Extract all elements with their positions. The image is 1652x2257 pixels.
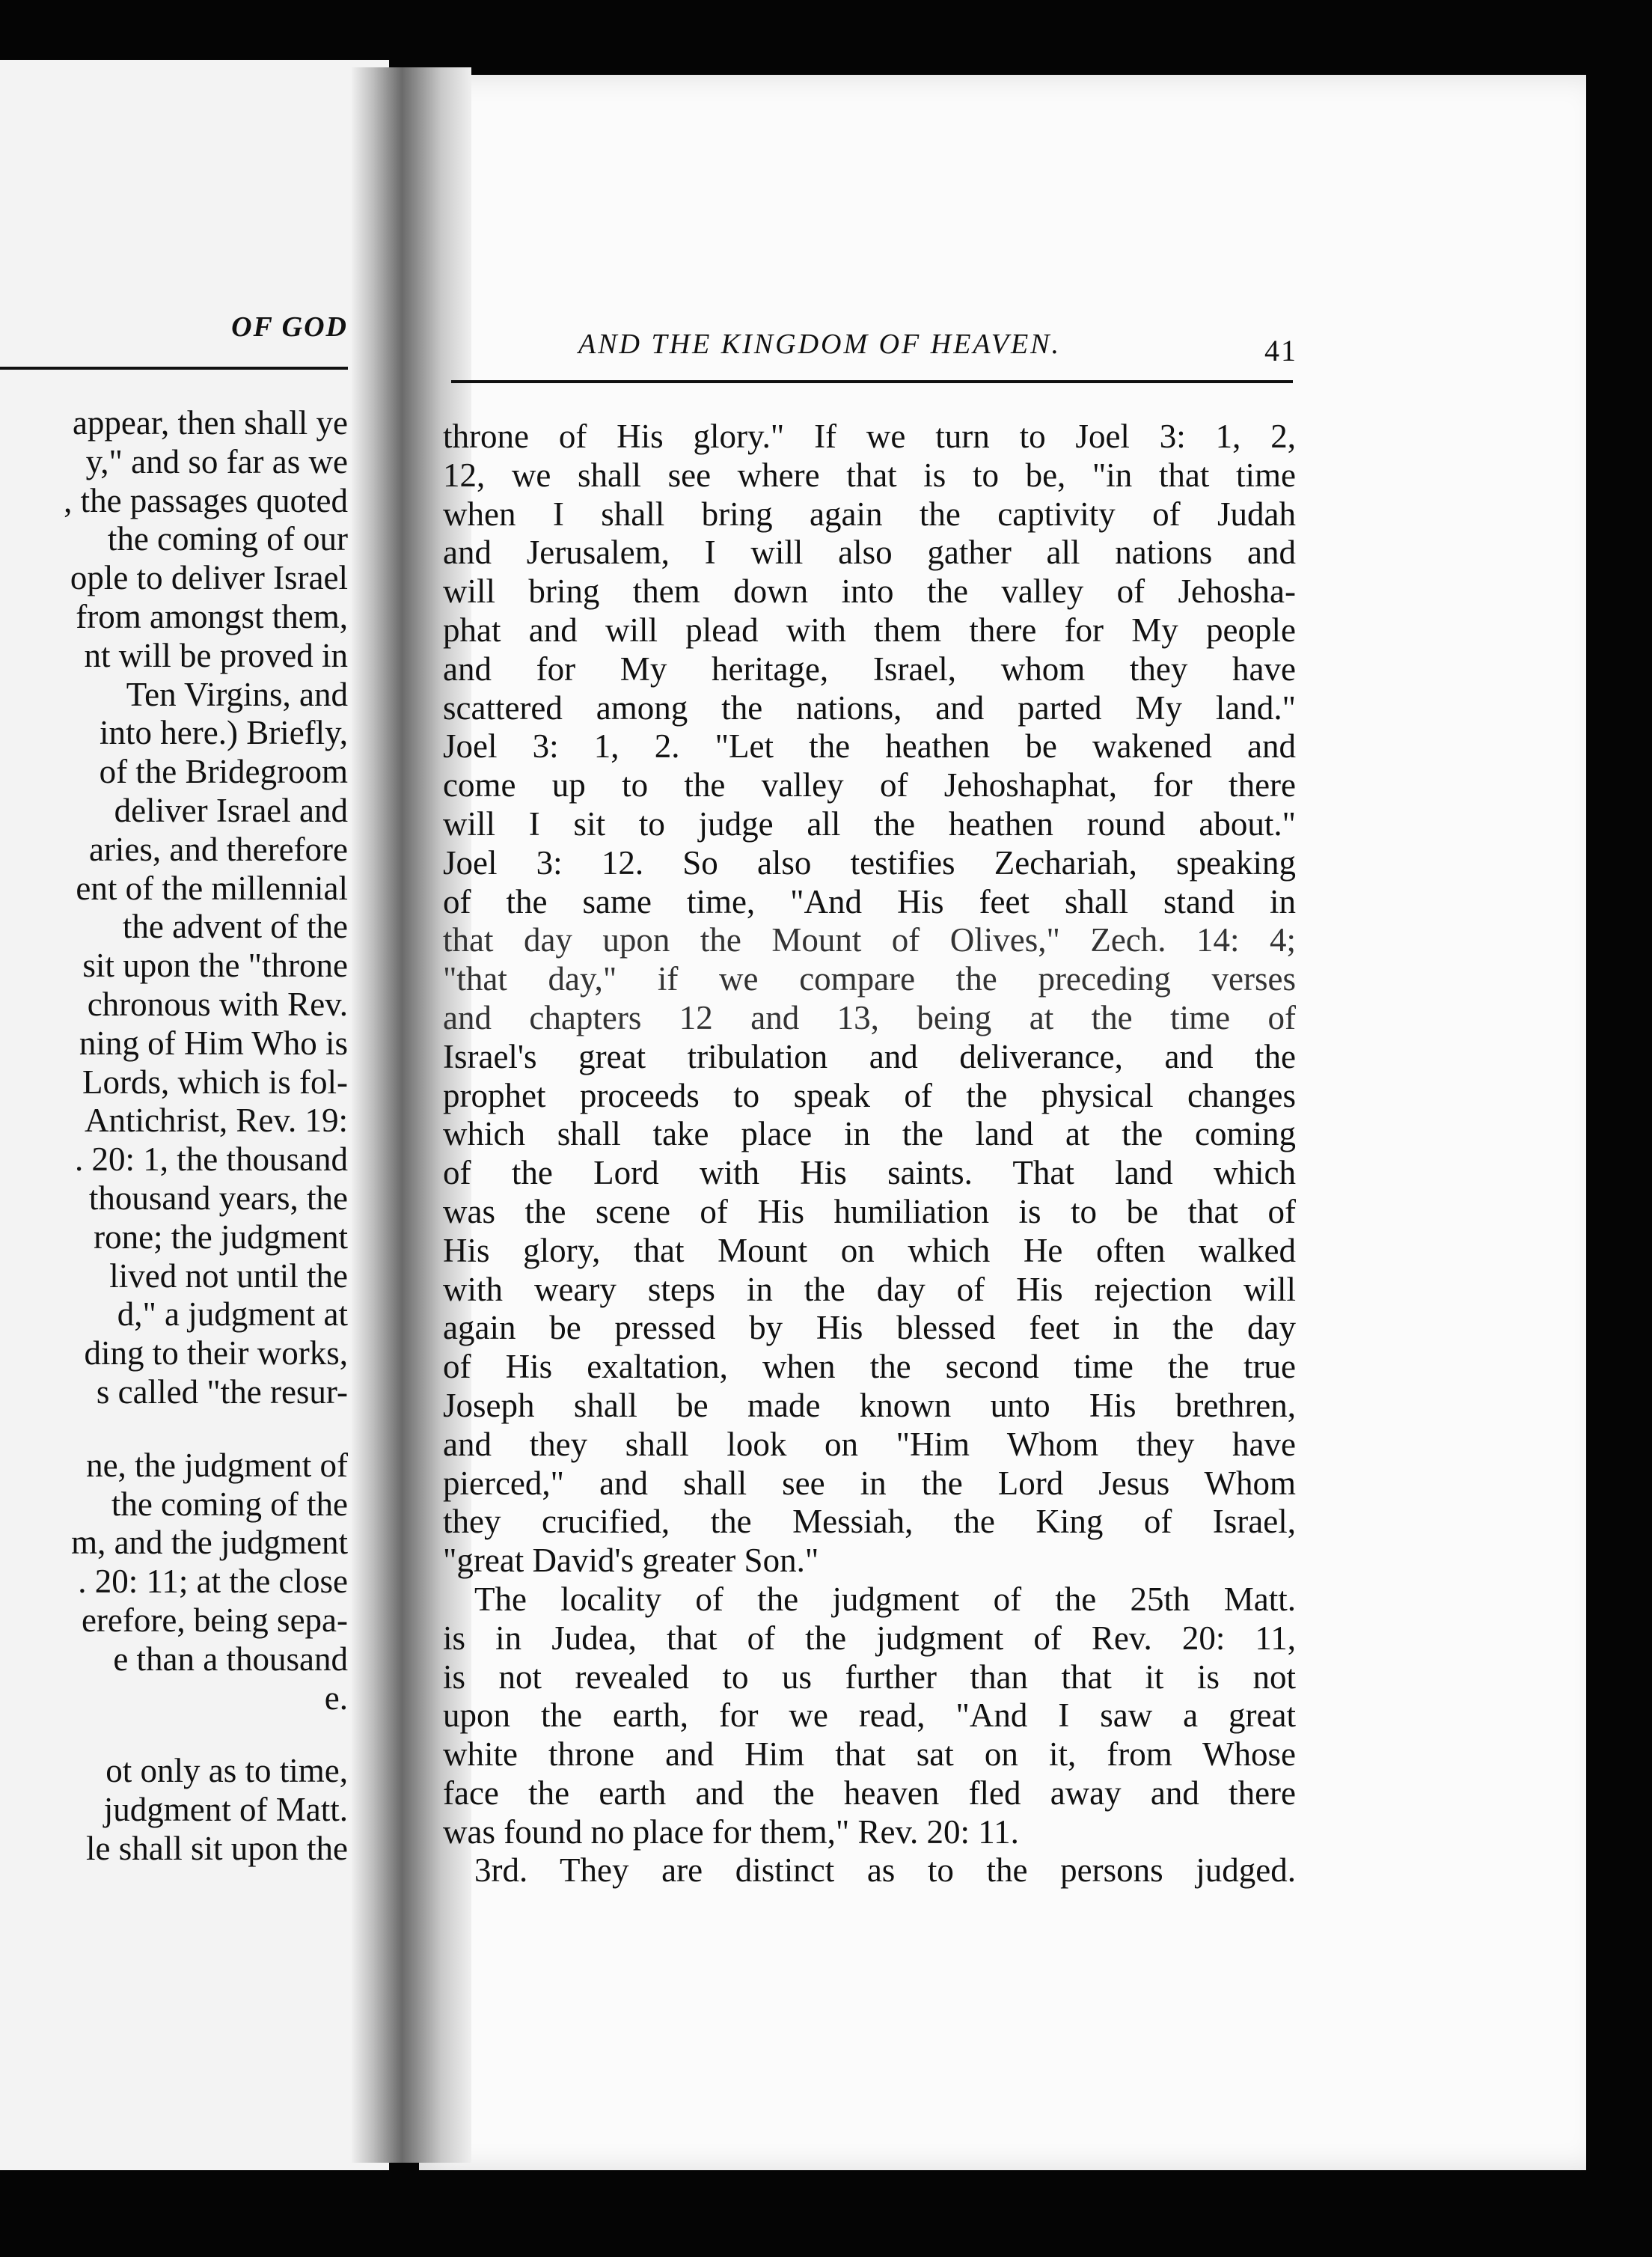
text-line: is not revealed to us further than that it is not <box>443 1658 1296 1696</box>
left-text-line: of the Bridegroom <box>99 753 348 791</box>
left-text-line: ent of the millennial <box>76 869 348 907</box>
text-line: and Jerusalem, I will also gather all nations and <box>443 534 1296 572</box>
text-line: The locality of the judgment of the 25th Matt. <box>474 1580 1296 1618</box>
running-head: AND THE KINGDOM OF HEAVEN. <box>578 329 1062 360</box>
header-rule <box>451 380 1293 383</box>
left-text-line: the coming of our <box>107 520 348 558</box>
left-text-line: judgment of Matt. <box>103 1791 348 1829</box>
left-text-line: the coming of the <box>111 1485 348 1523</box>
left-paragraph-gap <box>0 1412 348 1447</box>
left-text-line: erefore, being sepa- <box>81 1601 348 1639</box>
text-line: with weary steps in the day of His rejection will <box>443 1270 1296 1308</box>
text-line: of His exaltation, when the second time the true <box>443 1348 1296 1386</box>
left-text-line: ning of Him Who is <box>79 1024 348 1062</box>
left-text-line: ding to their works, <box>84 1334 348 1372</box>
text-line: white throne and Him that sat on it, from Whose <box>443 1735 1296 1774</box>
text-line: phat and will plead with them there for My people <box>443 611 1296 649</box>
text-line: and they shall look on "Him Whom they have <box>443 1425 1296 1463</box>
left-text-line: Antichrist, Rev. 19: <box>84 1102 348 1140</box>
left-text-line: le shall sit upon the <box>86 1829 348 1867</box>
text-line: of the same time, "And His feet shall stand in <box>443 882 1296 920</box>
text-line: of the Lord with His saints. That land which <box>443 1154 1296 1192</box>
left-text-line: e. <box>324 1679 348 1717</box>
text-line: 3rd. They are distinct as to the persons judged. <box>474 1851 1296 1890</box>
text-line: they crucified, the Messiah, the King of Israel, <box>443 1503 1296 1541</box>
left-text-line: d," a judgment at <box>117 1295 348 1334</box>
left-page-text <box>0 404 348 1869</box>
left-text-line: Lords, which is fol- <box>82 1063 348 1101</box>
left-text-line: , the passages quoted <box>64 481 348 519</box>
text-line: 12, we shall see where that is to be, "in that time <box>443 456 1296 494</box>
text-line: face the earth and the heaven fled away and there <box>443 1774 1296 1812</box>
text-line: scattered among the nations, and parted My land." <box>443 688 1296 727</box>
left-running-head: OF GOD <box>231 311 348 343</box>
left-text-line: chronous with Rev. <box>87 985 348 1023</box>
right-page-text <box>443 418 1296 1890</box>
left-text-line: . 20: 11; at the close <box>78 1563 348 1601</box>
left-text-line: thousand years, the <box>88 1179 348 1217</box>
left-text-line: rone; the judgment <box>94 1218 348 1256</box>
left-text-line: into here.) Briefly, <box>100 714 348 752</box>
text-line: upon the earth, for we read, "And I saw a great <box>443 1696 1296 1735</box>
text-line: is in Judea, that of the judgment of Rev. 20: 11, <box>443 1619 1296 1657</box>
left-text-line: nt will be proved in <box>84 636 348 674</box>
left-text-line: Ten Virgins, and <box>126 675 348 713</box>
text-line: "that day," if we compare the preceding verses <box>443 960 1296 998</box>
left-text-line: m, and the judgment <box>71 1524 348 1562</box>
left-text-line: e than a thousand <box>113 1640 348 1678</box>
text-line: Joel 3: 1, 2. "Let the heathen be wakened and <box>443 727 1296 766</box>
text-line: throne of His glory." If we turn to Joel 3: 1, 2, <box>443 418 1296 455</box>
text-line: again be pressed by His blessed feet in the day <box>443 1309 1296 1347</box>
text-line: Israel's great tribulation and deliverance, and the <box>443 1037 1296 1075</box>
left-text-line: ne, the judgment of <box>86 1446 348 1484</box>
left-page <box>0 60 389 2170</box>
left-text-line: sit upon the "throne <box>82 947 348 985</box>
page-number: 41 <box>1264 334 1297 367</box>
left-text-line: s called "the resur- <box>96 1372 348 1411</box>
left-text-line: ot only as to time, <box>105 1752 348 1790</box>
text-line: was the scene of His humiliation is to be that of <box>443 1192 1296 1230</box>
left-header-rule <box>0 367 348 370</box>
text-line: His glory, that Mount on which He often walked <box>443 1231 1296 1269</box>
text-line: "great David's greater Son." <box>443 1542 819 1580</box>
left-text-line: lived not until the <box>109 1256 348 1295</box>
left-text-line: from amongst them, <box>76 597 348 635</box>
left-text-line: appear, then shall ye <box>72 404 348 442</box>
text-line: will I sit to judge all the heathen round about." <box>443 804 1296 843</box>
text-line: Joseph shall be made known unto His brethren, <box>443 1386 1296 1424</box>
left-text-line: y," and so far as we <box>85 442 348 480</box>
text-line: prophet proceeds to speak of the physical changes <box>443 1076 1296 1114</box>
text-line: which shall take place in the land at the coming <box>443 1115 1296 1153</box>
text-line: was found no place for them," Rev. 20: 11. <box>443 1812 1019 1851</box>
text-line: and chapters 12 and 13, being at the time of <box>443 998 1296 1036</box>
text-line: come up to the valley of Jehoshaphat, for there <box>443 766 1296 804</box>
text-line: when I shall bring again the captivity of Judah <box>443 495 1296 533</box>
text-line: that day upon the Mount of Olives," Zech. 14: 4; <box>443 921 1296 959</box>
text-line: will bring them down into the valley of Jehosha- <box>443 572 1296 611</box>
left-paragraph-gap <box>0 1717 348 1752</box>
text-line: and for My heritage, Israel, whom they have <box>443 650 1296 688</box>
left-text-line: . 20: 1, the thousand <box>75 1140 348 1179</box>
left-text-line: the advent of the <box>122 908 348 946</box>
text-line: pierced," and shall see in the Lord Jesus Whom <box>443 1464 1296 1502</box>
left-text-line: aries, and therefore <box>88 830 348 868</box>
left-text-line: ople to deliver Israel <box>70 559 348 597</box>
left-text-line: deliver Israel and <box>114 791 348 829</box>
text-line: Joel 3: 12. So also testifies Zechariah, speaking <box>443 843 1296 882</box>
